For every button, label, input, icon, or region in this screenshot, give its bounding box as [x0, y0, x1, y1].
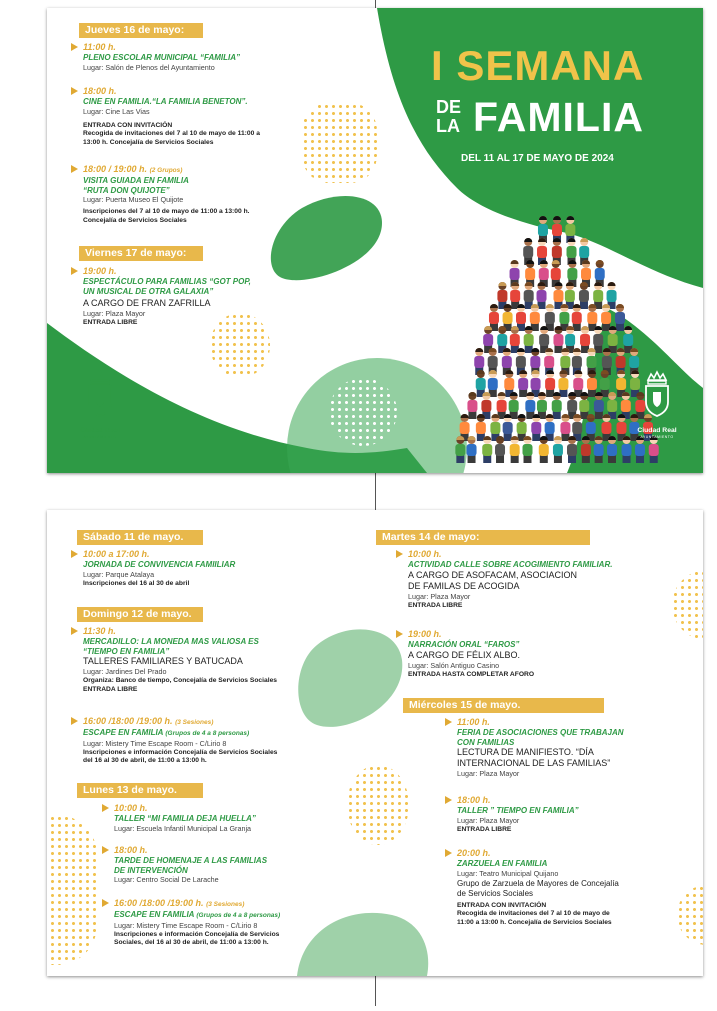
cover-title-la: LA — [436, 116, 460, 136]
person-figure — [537, 282, 547, 309]
person-figure — [572, 304, 582, 331]
fold-line-top — [375, 0, 376, 8]
day-header-viernes: Viernes 17 de mayo: — [79, 246, 203, 261]
person-figure — [524, 326, 534, 353]
person-figure — [518, 370, 528, 397]
arrow-icon — [102, 804, 109, 812]
arrow-icon — [71, 165, 78, 173]
person-figure — [455, 436, 465, 463]
person-figure — [510, 436, 520, 463]
person-figure — [587, 370, 597, 397]
brochure-outside-sheet — [47, 8, 703, 473]
arrow-icon — [396, 630, 403, 638]
person-figure — [601, 304, 611, 331]
person-figure — [593, 326, 603, 353]
person-figure — [482, 436, 492, 463]
person-figure — [579, 282, 589, 309]
day-header-martes: Martes 14 de mayo: — [376, 530, 590, 545]
person-figure — [552, 392, 562, 419]
arrow-icon — [71, 267, 78, 275]
arrow-icon — [71, 87, 78, 95]
event-item: 16:00 /18:00 /19:00 h. (3 Sesiones) ESCAPE EN FAMILIA (Grupos de 4 a 8 personas) Lugar: Mistery Time Escape Room - C/Lirio 8 Inscripciones e información Concejalía de Servicios Sociales del 16 al 30 de abril, de 11:00 a 13:00 h. — [71, 716, 351, 766]
person-figure — [545, 370, 555, 397]
person-figure — [607, 436, 617, 463]
person-figure — [530, 304, 540, 331]
person-figure — [594, 392, 604, 419]
dot-pattern-decoration — [329, 378, 397, 446]
person-figure — [622, 436, 632, 463]
event-item: 10:00 h. TALLER “MI FAMILIA DEJA HUELLA” Lugar: Escuela Infantil Municipal La Granja — [102, 803, 342, 834]
coat-of-arms-icon — [642, 370, 672, 422]
event-item: 18:00 h. TALLER ” TIEMPO EN FAMILIA” Lugar: Plaza Mayor ENTRADA LIBRE — [445, 795, 685, 834]
event-item: 18:00 h. CINE EN FAMILIA.“LA FAMILIA BENETON”. Lugar: Cine Las Vias ENTRADA CON INVITACIÓN Recogida de invitaciones del 7 al 10 de mayo de 11:00 a 13:00 h. Concejalía de Servicios Sociales — [71, 86, 331, 147]
dot-pattern-decoration — [347, 765, 409, 845]
city-logo: Ciudad Real AYUNTAMIENTO — [637, 370, 677, 440]
person-figure — [495, 436, 505, 463]
cover-title-de: DE — [436, 97, 462, 117]
person-figure — [516, 304, 526, 331]
person-figure — [524, 282, 534, 309]
event-item: 18:00 h. TARDE DE HOMENAJE A LAS FAMILIAS DE INTERVENCIÓN Lugar: Centro Social De Larache — [102, 845, 342, 885]
arrow-icon — [71, 43, 78, 51]
event-item: 19:00 h. ESPECTÁCULO PARA FAMILIAS “GOT POP, UN MUSICAL DE OTRA GALAXIA” A CARGO DE FRAN ZAFRILLA Lugar: Plaza Mayor ENTRADA LIBRE — [71, 266, 331, 328]
cover-title-familia: FAMILIA — [473, 94, 644, 140]
person-figure — [539, 436, 549, 463]
person-figure — [579, 392, 589, 419]
arrow-icon — [396, 550, 403, 558]
day-header-sabado: Sábado 11 de mayo. — [77, 530, 203, 545]
person-figure — [553, 436, 563, 463]
arrow-icon — [71, 717, 78, 725]
coat-of-arms-icon — [85, 370, 115, 422]
fold-line-bottom — [375, 976, 376, 1006]
cover-dates: DEL 11 AL 17 DE MAYO DE 2024 — [461, 153, 614, 164]
arrow-icon — [102, 846, 109, 854]
arrow-icon — [71, 550, 78, 558]
person-figure — [488, 370, 498, 397]
person-figure — [560, 414, 570, 441]
person-figure — [467, 436, 477, 463]
person-figure — [467, 392, 477, 419]
arrow-icon — [445, 849, 452, 857]
person-figure — [615, 304, 625, 331]
event-item: 19:00 h. NARRACIÓN ORAL “FAROS” A CARGO DE FÉLIX ALBO. Lugar: Salón Antiguo Casino ENTRADA HASTA COMPLETAR AFORO — [396, 629, 666, 679]
person-figure — [581, 436, 591, 463]
person-figure — [567, 436, 577, 463]
person-figure — [594, 436, 604, 463]
person-figure — [580, 326, 590, 353]
event-item: 11:30 h. MERCADILLO: LA MONEDA MAS VALIOSA ES “TIEMPO EN FAMILIA” TALLERES FAMILIARES Y BATUCADA Lugar: Jardines Del Prado Organiza: Banco de tiempo, Concejalía de Servicios Sociales ENTRADA LIBRE — [71, 626, 341, 694]
day-header-lunes: Lunes 13 de mayo. — [77, 783, 203, 798]
event-item: 10:00 h. ACTIVIDAD CALLE SOBRE ACOGIMIENTO FAMILIAR. A CARGO DE ASOFACAM, ASOCIACION DE FAMILAS DE ACOGIDA Lugar: Plaza Mayor ENTRADA LIBRE — [396, 549, 666, 610]
cover-title-semana: I SEMANA — [431, 42, 645, 89]
fold-line-middle — [375, 473, 376, 510]
arrow-icon — [71, 627, 78, 635]
person-figure — [553, 326, 563, 353]
person-figure — [503, 414, 513, 441]
person-figure — [635, 436, 645, 463]
arrow-icon — [445, 796, 452, 804]
event-item: 16:00 /18:00 /19:00 h. (3 Sesiones) ESCAPE EN FAMILIA (Grupos de 4 a 8 personas) Lugar: Mistery Time Escape Room - C/Lirio 8 Inscripciones e información Concejalía de Servicios Sociales, del 16 al 30 de abril, de 11:00 a 13:00 h. — [102, 898, 362, 948]
dot-pattern-decoration — [47, 815, 97, 965]
event-item: 10:00 a 17:00 h. JORNADA DE CONVIVENCIA FAMIILIAR Lugar: Parque Atalaya Inscripciones del 16 al 30 de abril — [71, 549, 331, 588]
person-figure — [558, 370, 568, 397]
city-logo: Ciudad Real AYUNTAMIENTO — [80, 370, 120, 440]
person-figure — [531, 414, 541, 441]
event-item: 11:00 h. PLENO ESCOLAR MUNICIPAL “FAMILIA” Lugar: Salón de Plenos del Ayuntamiento — [71, 42, 321, 73]
person-figure — [523, 436, 533, 463]
arrow-icon — [445, 718, 452, 726]
brochure-inside-sheet — [47, 510, 703, 976]
person-figure — [649, 436, 659, 463]
day-header-domingo: Domingo 12 de mayo. — [77, 607, 203, 622]
day-header-jueves: Jueves 16 de mayo: — [79, 23, 203, 38]
event-item: 20:00 h. ZARZUELA EN FAMILIA Lugar: Teatro Municipal Quijano Grupo de Zarzuela de Mayores de Concejalía de Servicios Sociales ENTRADA CON INVITACIÓN Recogida de invitaciones del 7 al 10 de mayo de 11:00 a 13:00 h. Concejalía de Servicios Sociales — [445, 848, 685, 927]
event-item: 18:00 / 19:00 h. (2 Grupos) VISITA GUIADA EN FAMILIA “RUTA DON QUIJOTE” Lugar: Puerta Museo El Quijote Inscripciones del 7 al 10 de mayo de 11:00 a 13:00 h. Concejalía de Servicios Sociales — [71, 164, 331, 225]
person-figure — [476, 414, 486, 441]
arrow-icon — [102, 899, 109, 907]
event-item: 11:00 h. FERIA DE ASOCIACIONES QUE TRABAJAN CON FAMILIAS LECTURA DE MANIFIESTO. “DÍA INTERNACIONAL DE LAS FAMILIAS” Lugar: Plaza Mayor — [445, 717, 685, 779]
day-header-miercoles: Miércoles 15 de mayo. — [403, 698, 604, 713]
